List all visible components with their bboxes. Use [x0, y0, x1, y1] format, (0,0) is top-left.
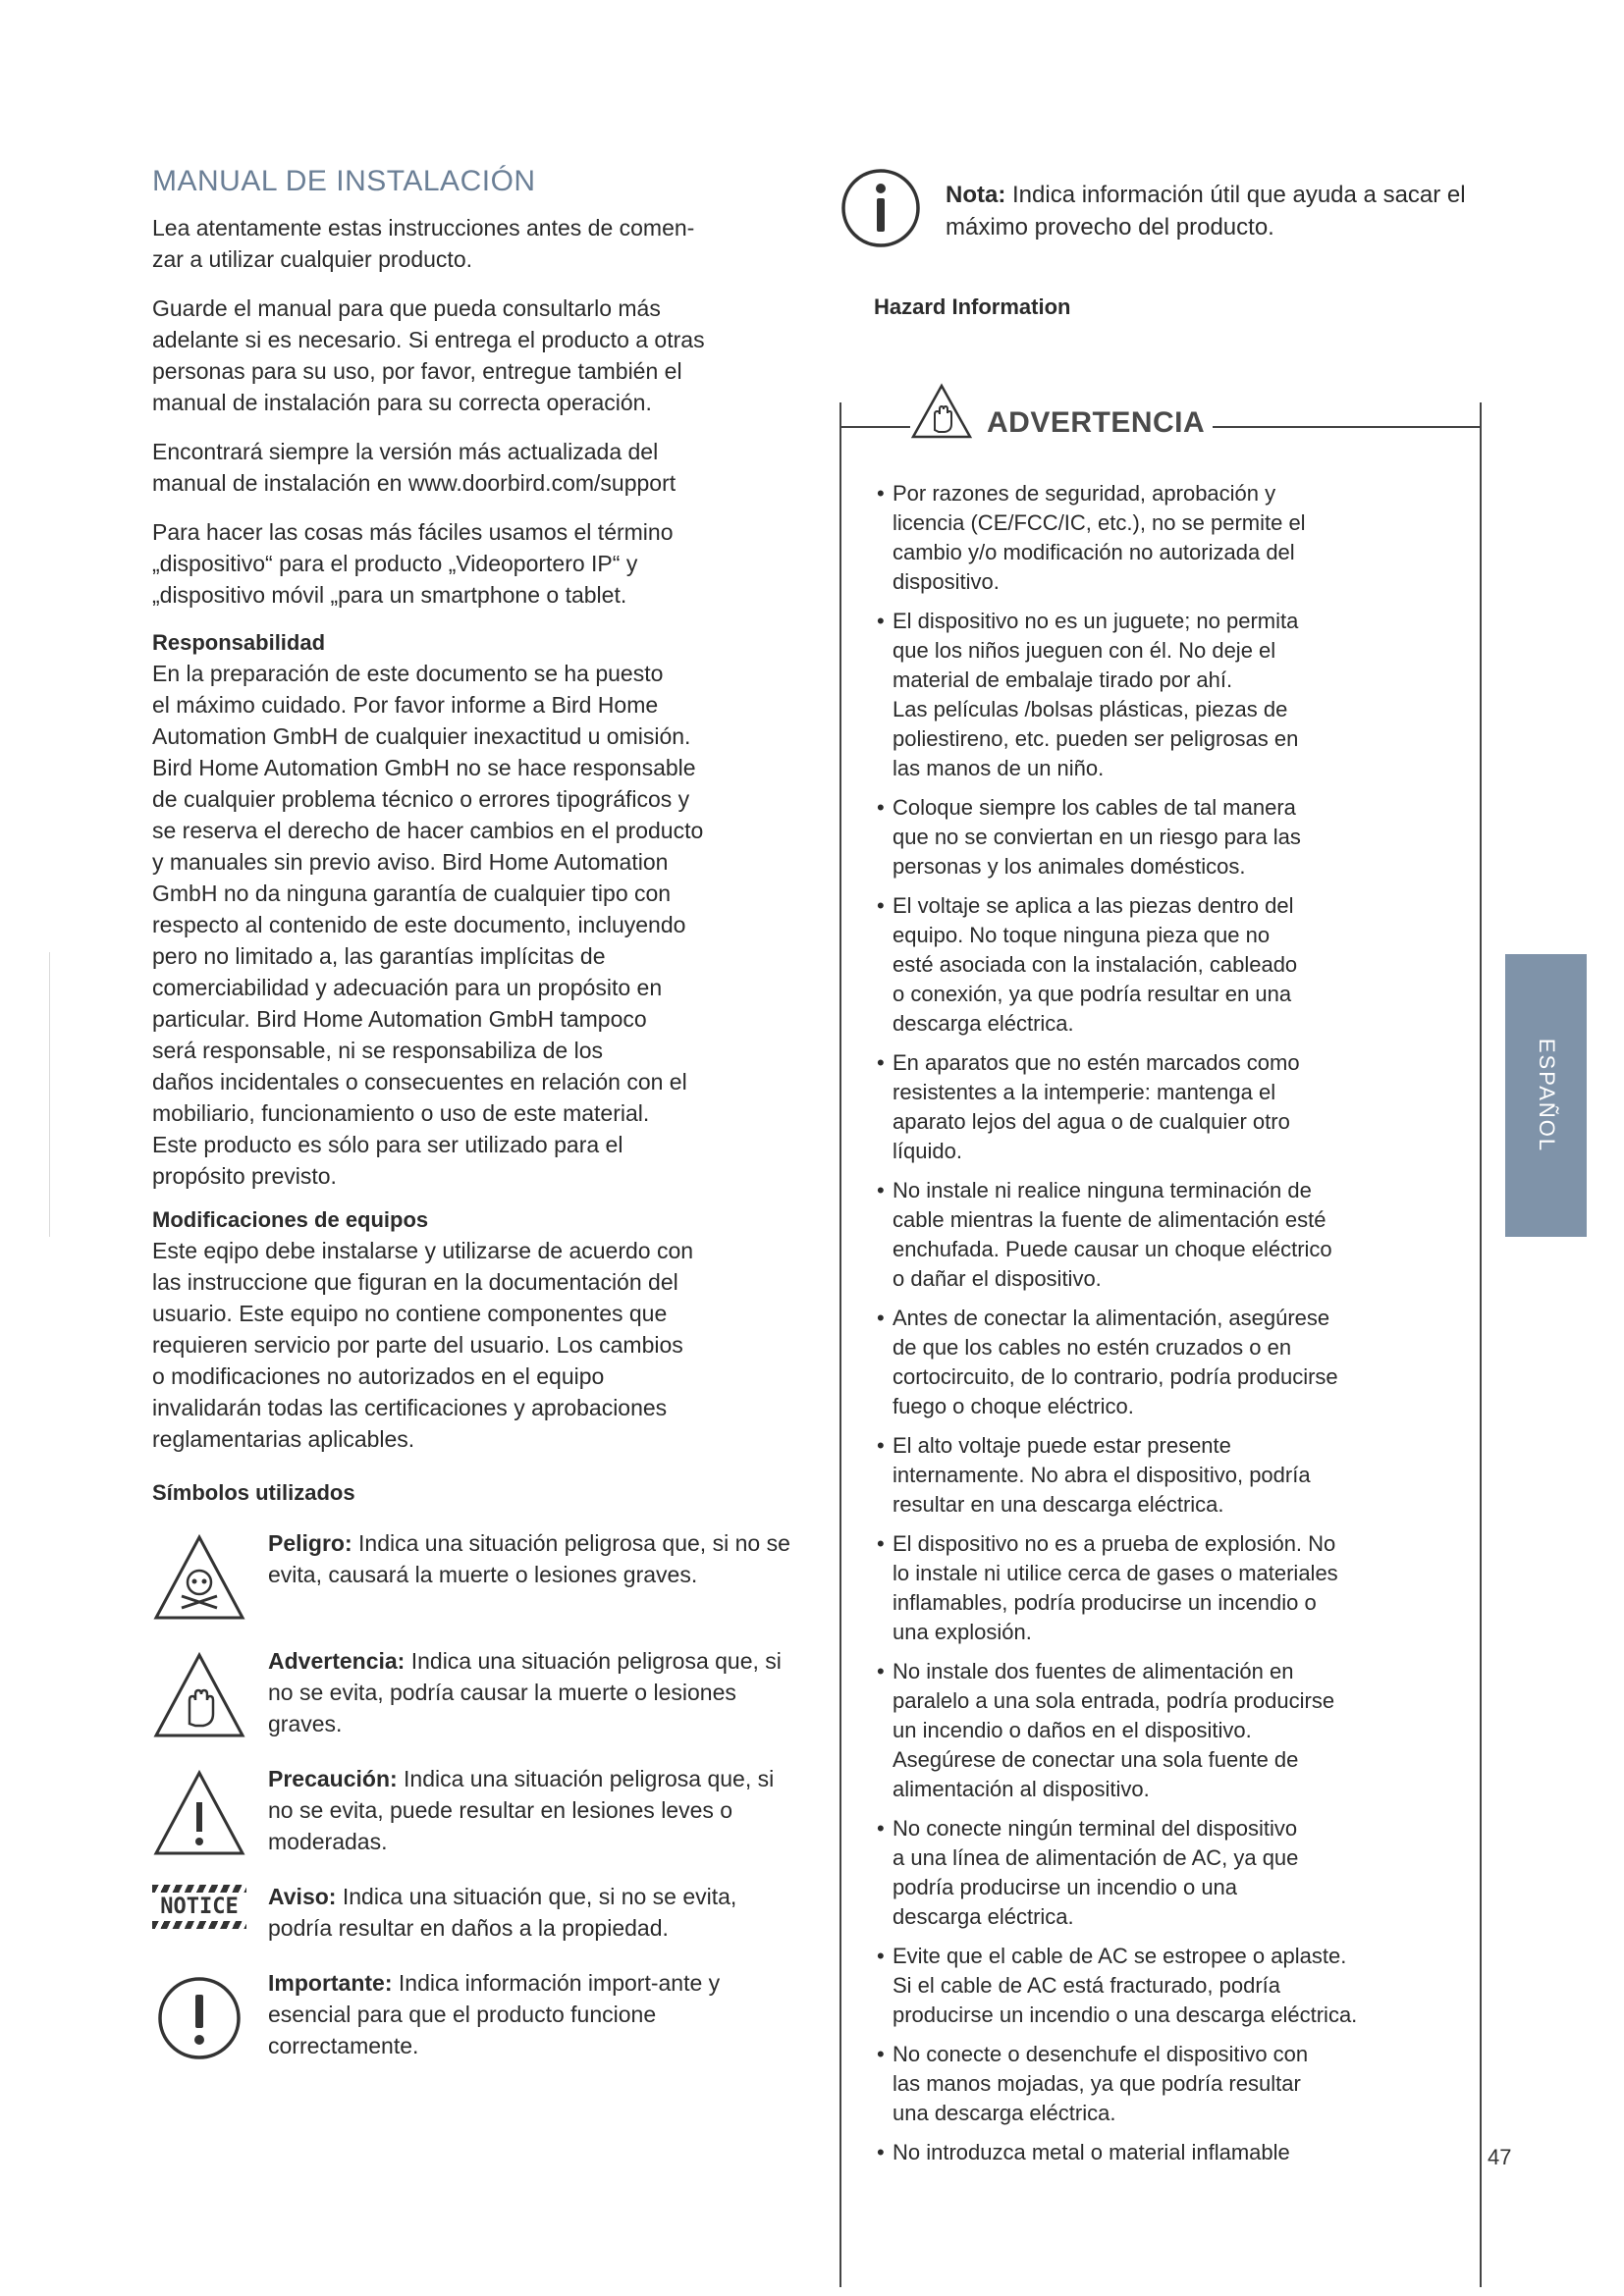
symbol-precaucion-text: Precaución: Indica una situación peligrosa que, si no se evita, puede resultar en lesiones leves o moderadas.	[268, 1766, 775, 1854]
info-circle-icon	[839, 167, 922, 249]
modificaciones-heading: Modificaciones de equipos	[152, 1207, 429, 1232]
symbol-aviso-text: Aviso: Indica una situación que, si no se evita, podría resultar en daños a la propiedad.	[268, 1884, 737, 1941]
modificaciones-body: Este eqipo debe instalarse y utilizarse de acuerdo con las instruccione que figuran en la documentación del usuario. Este equipo no contiene componentes que requieren servicio por parte del usuario. Los cambios o modificaciones no autorizados en el equipo invalidarán todas las certificaciones y aprobaciones reglamentarias aplicables.	[152, 1238, 694, 1452]
skull-warning-icon	[152, 1531, 246, 1626]
list-item: • El dispositivo no es a prueba de explosión. No lo instale ni utilice cerca de gases o materiales inflamables, podría producirse un incendio o una explosión.	[879, 1529, 1468, 1647]
symbol-importante	[152, 1967, 800, 2077]
list-item: • No conecte o desenchufe el dispositivo con las manos mojadas, ya que podría resultar una descarga eléctrica.	[879, 2040, 1468, 2128]
list-item: • El voltaje se aplica a las piezas dentro del equipo. No toque ninguna pieza que no esté asociada con la instalación, cableado o conexión, ya que podría resultar en una descarga eléctrica.	[879, 891, 1468, 1039]
page-number: 47	[1488, 2145, 1512, 2169]
list-item: • El dispositivo no es un juguete; no permita que los niños jueguen con él. No deje el material de embalaje tirado por ahí. Las películas /bolsas plásticas, piezas de poliestireno, etc. pueden ser peligrosas en las manos de un niño.	[879, 607, 1468, 783]
symbol-peligro	[152, 1527, 800, 1637]
list-item: • Evite que el cable de AC se estropee o aplaste. Si el cable de AC está fracturado, podría producirse un incendio o una descarga eléctrica.	[879, 1942, 1468, 2030]
terms-paragraph: Para hacer las cosas más fáciles usamos el término „dispositivo“ para el producto „Videoportero IP“ y „dispositivo móvil „para un smartphone o tablet.	[152, 519, 674, 608]
symbol-importante-text: Importante: Indica información import-ante y esencial para que el producto funcione correctamente.	[268, 1970, 721, 2058]
notice-icon: NOTICE	[152, 1883, 246, 1931]
hazard-list	[879, 479, 1468, 2177]
margin-rule	[49, 952, 50, 1237]
symbol-peligro-text: Peligro: Indica una situación peligrosa que, si no se evita, causará la muerte o lesiones graves.	[268, 1530, 790, 1587]
hand-warning-icon	[910, 383, 973, 440]
advertencia-header	[841, 402, 1480, 461]
simbolos-heading: Símbolos utilizados	[152, 1480, 355, 1505]
symbol-advertencia-text: Advertencia: Indica una situación peligrosa que, si no se evita, podría causar la muerte o lesiones graves.	[268, 1648, 782, 1736]
list-item: • Antes de conectar la alimentación, asegúrese de que los cables no estén cruzados o en cortocircuito, de lo contrario, podría producirse fuego o choque eléctrico.	[879, 1304, 1468, 1421]
hazard-heading: Hazard Information	[874, 294, 1071, 319]
right-column	[839, 157, 1478, 2164]
list-item: • Por razones de seguridad, aprobación y licencia (CE/FCC/IC, etc.), no se permite el cambio y/o modificación no autorizada del dispositivo.	[879, 479, 1468, 597]
advertencia-box	[839, 402, 1482, 2287]
list-item: • En aparatos que no estén marcados como resistentes a la intemperie: mantenga el aparato lejos del agua o de cualquier otro líquido.	[879, 1048, 1468, 1166]
exclamation-triangle-icon	[152, 1767, 246, 1861]
note-row	[839, 157, 1478, 265]
version-paragraph: Encontrará siempre la versión más actualizada del manual de instalación en www.doorbird.com/support	[152, 439, 677, 496]
list-item: • No conecte ningún terminal del dispositivo a una línea de alimentación de AC, ya que podría producirse un incendio o una descarga eléctrica.	[879, 1814, 1468, 1932]
list-item: • No instale dos fuentes de alimentación en paralelo a una sola entrada, podría producirse un incendio o daños en el dispositivo. Asegúrese de conectar una sola fuente de alimentación al dispositivo.	[879, 1657, 1468, 1804]
symbol-advertencia	[152, 1645, 800, 1755]
symbol-aviso	[152, 1881, 800, 1959]
list-item: • Coloque siempre los cables de tal manera que no se conviertan en un riesgo para las personas y los animales domésticos.	[879, 793, 1468, 881]
exclamation-circle-icon	[152, 1971, 246, 2065]
language-tab-label: ESPAÑOL	[1534, 1038, 1559, 1153]
list-item: • No introduzca metal o material inflamable	[879, 2138, 1468, 2167]
page-title: MANUAL DE INSTALACIÓN	[152, 165, 536, 197]
hand-warning-icon	[152, 1649, 246, 1743]
language-tab	[1505, 954, 1587, 1237]
note-text: Nota: Indica información útil que ayuda a sacar el máximo provecho del producto.	[946, 182, 1466, 240]
left-column	[152, 157, 800, 2085]
list-item: • No instale ni realice ninguna terminación de cable mientras la fuente de alimentación esté enchufada. Puede causar un choque eléctrico o dañar el dispositivo.	[879, 1176, 1468, 1294]
list-item: • El alto voltaje puede estar presente internamente. No abra el dispositivo, podría resultar en una descarga eléctrica.	[879, 1431, 1468, 1520]
responsabilidad-heading: Responsabilidad	[152, 630, 326, 655]
intro-paragraph: Lea atentamente estas instrucciones antes de comen- zar a utilizar cualquier producto.	[152, 215, 695, 272]
advertencia-title: ADVERTENCIA	[979, 406, 1213, 440]
symbol-precaucion	[152, 1763, 800, 1873]
responsabilidad-body: En la preparación de este documento se ha puesto el máximo cuidado. Por favor informe a Bird Home Automation GmbH de cualquier inexactitud u omisión. Bird Home Automation GmbH no se hace responsable de cualquier problema técnico o errores tipográficos y se reserva el derecho de hacer cambios en el producto y manuales sin previo aviso. Bird Home Automation GmbH no da ninguna garantía de cualquier tipo con respecto al contenido de este documento, incluyendo pero no limitado a, las garantías implícitas de comerciabilidad y adecuación para un propósito en particular. Bird Home Automation GmbH tampoco será responsable, ni se responsabiliza de los daños incidentales o consecuentes en relación con el mobiliario, funcionamiento o uso de este material. Este producto es sólo para ser utilizado para el propósito previsto.	[152, 661, 704, 1189]
manual-paragraph: Guarde el manual para que pueda consultarlo más adelante si es necesario. Si entrega el producto a otras personas para su uso, por favor, entregue también el manual de instalación para su correcta operación.	[152, 295, 705, 415]
